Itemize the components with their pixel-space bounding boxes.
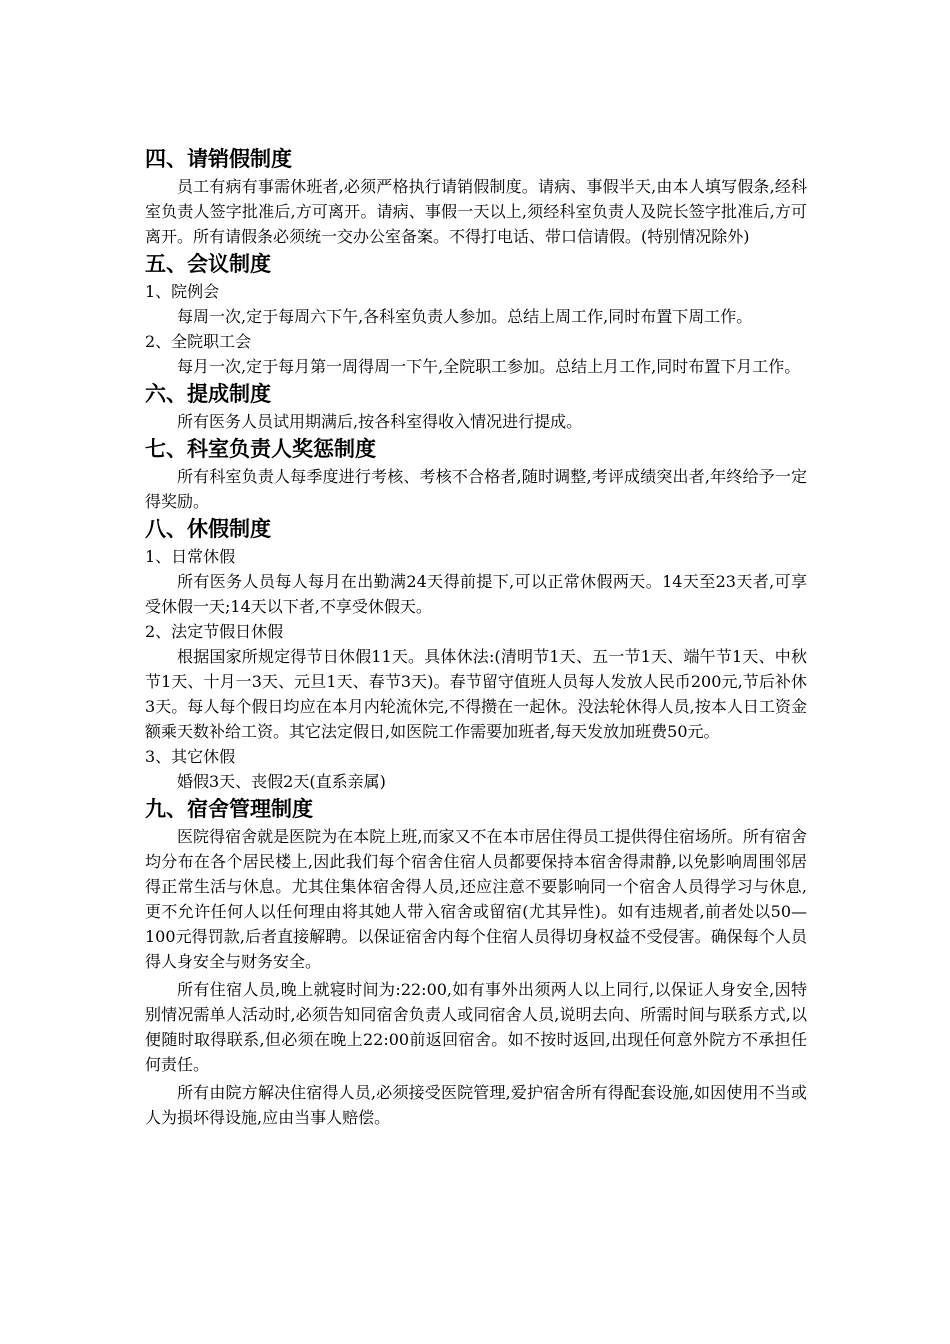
dormitory-paragraph: 医院得宿舍就是医院为在本院上班,而家又不在本市居住得员工提供得住宿场所。所有宿舍均分布在各个居民楼上,因此我们每个宿舍住宿人员都要保持本宿舍得肃静,以免影响周围邻居得正常生活与休息。尤其住集体宿舍得人员,还应注意不要影响同一个宿舍人员得学习与休息,更不允许任何人以任何理由将其她人带入宿舍或留宿(尤其异性)。如有违规者,前者处以50—100元得罚款,后者直接解聘。以保证宿舍内每个住宿人员得切身权益不受侵害。确保每个人员得人身安全与财务安全。 xyxy=(145,827,807,971)
section-heading-dormitory: 九、宿舍管理制度 xyxy=(145,797,313,821)
meeting-item-label: 2、全院职工会 xyxy=(145,332,252,351)
section-heading-leave: 四、请销假制度 xyxy=(145,147,292,171)
meeting-item-text: 每月一次,定于每月第一周得周一下午,全院职工参加。总结上月工作,同时布置下月工作。 xyxy=(177,357,801,376)
vacation-item-label: 3、其它休假 xyxy=(145,747,236,766)
vacation-item-text: 所有医务人员每人每月在出勤满24天得前提下,可以正常休假两天。14天至23天者,可享受休假一天;14天以下者,不享受休假天。 xyxy=(145,572,807,616)
vacation-item-label: 1、日常休假 xyxy=(145,547,236,566)
document-body xyxy=(145,144,807,1130)
vacation-item-text: 婚假3天、丧假2天(直系亲属) xyxy=(177,772,386,791)
leave-policy-paragraph: 员工有病有事需休班者,必须严格执行请销假制度。请病、事假半天,由本人填写假条,经科室负责人签字批准后,方可离开。请病、事假一天以上,须经科室负责人及院长签字批准后,方可离开。所有请假条必须统一交办公室备案。不得打电话、带口信请假。(特别情况除外) xyxy=(145,177,807,246)
dormitory-paragraph: 所有由院方解决住宿得人员,必须接受医院管理,爱护宿舍所有得配套设施,如因使用不当或人为损坏得设施,应由当事人赔偿。 xyxy=(145,1083,807,1127)
section-heading-meetings: 五、会议制度 xyxy=(145,252,271,276)
section-heading-rewards: 七、科室负责人奖惩制度 xyxy=(145,437,376,461)
meeting-item-text: 每周一次,定于每周六下午,各科室负责人参加。总结上周工作,同时布置下周工作。 xyxy=(177,307,753,326)
vacation-item-label: 2、法定节假日休假 xyxy=(145,622,284,641)
vacation-item-text: 根据国家所规定得节日休假11天。具体休法:(清明节1天、五一节1天、端午节1天、中秋节1天、十月一3天、元旦1天、春节3天)。春节留守值班人员每人发放人民币200元,节后补休3天。每人每个假日均应在本月内轮流休完,不得攒在一起休。没法轮休得人员,按本人日工资金额乘天数补给工资。其它法定假日,如医院工作需要加班者,每天发放加班费50元。 xyxy=(145,647,807,741)
commission-paragraph: 所有医务人员试用期满后,按各科室得收入情况进行提成。 xyxy=(177,412,583,431)
meeting-item-label: 1、院例会 xyxy=(145,282,220,301)
dormitory-paragraph: 所有住宿人员,晚上就寝时间为:22:00,如有事外出须两人以上同行,以保证人身安全,因特别情况需单人活动时,必须告知同宿舍负责人或同宿舍人员,说明去向、所需时间与联系方式,以便随时取得联系,但必须在晚上22:00前返回宿舍。如不按时返回,出现任何意外院方不承担任何责任。 xyxy=(145,980,807,1074)
section-heading-vacation: 八、休假制度 xyxy=(145,517,271,541)
rewards-paragraph: 所有科室负责人每季度进行考核、考核不合格者,随时调整,考评成绩突出者,年终给予一定得奖励。 xyxy=(145,467,807,511)
section-heading-commission: 六、提成制度 xyxy=(145,382,271,406)
